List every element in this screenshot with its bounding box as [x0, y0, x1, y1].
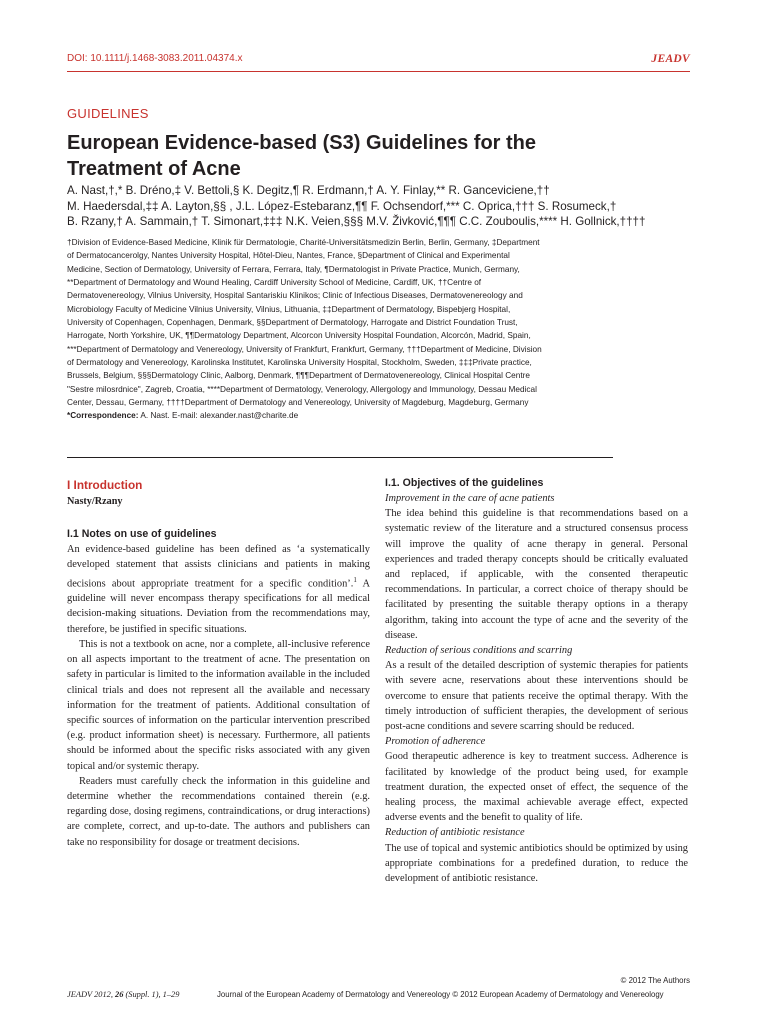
- affiliations: [67, 236, 692, 423]
- correspondence: [67, 409, 692, 422]
- affiliation-line: Center, Dessau, Germany, ††††Department of Dermatology and Venereology, University of Magdeburg, Magdeburg, Germany: [67, 398, 529, 408]
- affiliation-line: "Sestre milosrdnice", Zagreb, Croatia, ****Department of Dermatology, Venerology, Allergology and Immunology, Dessau Medical: [67, 384, 537, 394]
- objective-title: Reduction of serious conditions and scarring: [385, 645, 573, 657]
- author-list: [67, 183, 692, 230]
- affiliation-line: Dermatovenereology, Vilnius University, Hospital Santariskiu Klinikos; Clinic of Infectious Diseases, Dermatovenereology and: [67, 291, 523, 301]
- footer-pages: (Suppl. 1), 1–29: [123, 990, 180, 999]
- author-line: A. Nast,†,* B. Dréno,‡ V. Bettoli,§ K. Degitz,¶ R. Erdmann,† A. Y. Finlay,** R. Ganceviciene,††: [67, 184, 550, 197]
- affiliation-line: Medicine, Section of Dermatology, University of Ferrara, Ferrara, Italy, ¶Dermatologist in Private Practice, Munich, Germany,: [67, 264, 520, 274]
- footer-copyright: © 2012 The Authors: [620, 976, 690, 985]
- paragraph-text: An evidence-based guideline has been defined as ‘a systematically developed statement that assists clinicians and patients in making decisions about appropriate treatment for a specific condition’.: [67, 544, 370, 590]
- article-title: European Evidence-based (S3) Guidelines for the Treatment of Acne: [67, 132, 536, 180]
- running-header: [67, 53, 690, 69]
- footer-volume: 26: [115, 990, 124, 999]
- footer-citation: [67, 990, 179, 999]
- correspondence-text: A. Nast. E-mail: alexander.nast@charite.de: [138, 411, 299, 421]
- footer-journal-name: Journal of the European Academy of Dermatology and Venereology © 2012 European Academy of Dermatology and Venereology: [217, 990, 664, 999]
- affiliation-line: of Dermatology and Venereology, Karolinska Institutet, Karolinska University Hospital, Stockholm, Sweden, ‡‡‡Private practice,: [67, 358, 532, 368]
- author-line: B. Rzany,† A. Sammain,† T. Simonart,‡‡‡ N.K. Veien,§§§ M.V. Živković,¶¶¶ C.C. Zouboulis,**** H. Gollnick,††††: [67, 215, 646, 229]
- footer-year: 2012,: [91, 990, 115, 999]
- paragraph: The use of topical and systemic antibiotics should be optimized by using appropriate combinations for a predefined duration, to reduce the development of antibiotic resistance.: [385, 842, 688, 885]
- introduction-heading: I Introduction: [67, 478, 143, 492]
- affiliation-line: Harrogate, North Yorkshire, UK, ¶¶Dermatology Department, Alcorcon University Hospital Foundation, Alcorcón, Madrid, Spain,: [67, 331, 531, 341]
- footer-journal-abbr: JEADV: [67, 990, 92, 999]
- section-byline: Nasty/Rzany: [67, 496, 123, 507]
- affiliation-line: **Department of Dermatology and Wound Healing, Cardiff University School of Medicine, Cardiff, UK, ††Centre of: [67, 278, 482, 288]
- correspondence-label: *Correspondence:: [67, 411, 139, 421]
- journal-abbreviation: JEADV: [651, 53, 690, 65]
- paragraph: [67, 542, 370, 637]
- affiliation-line: †Division of Evidence-Based Medicine, Klinik für Dermatologie, Charité-Universitätsmedizin Berlin, Berlin, Germany, ‡Department: [67, 238, 540, 247]
- paragraph: As a result of the detailed description of systemic therapies for patients with severe acne, reservations about these interventions should be overcome to ensure that patients receive the optimal therapy. With the timely introduction of sufficient therapies, the development of serious post-acne conditions and severe scarring should be reduced.: [385, 660, 688, 733]
- author-line: M. Haedersdal,‡‡ A. Layton,§§ , J.L. López-Estebaranz,¶¶ F. Ochsendorf,*** C. Oprica,††† S. Rosumeck,†: [67, 199, 617, 213]
- section-divider: [67, 457, 613, 458]
- paragraph: Readers must carefully check the information in this guideline and determine whether the recommendations contained therein (e.g. regarding dose, dosing regimens, contraindications, or drug interactions) are complete, correct, and up-to-date. The authors and publishers can take no responsibility for dosage or treatment decisions.: [67, 775, 370, 848]
- paragraph: The idea behind this guideline is that recommendations based on a systematic review of the literature and a structured consensus process will improve the quality of acne therapy in general. Personal experiences and traded therapy concepts should be critically evaluated and replaced, if applicable, with the consented therapeutic recommendations. In particular, a correct choice of therapy should be facilitated by presenting the suitable therapy options in a therapy algorithm, taking into account the type of acne and the severity of the disease.: [385, 508, 688, 641]
- affiliation-line: Microbiology Faculty of Medicine Vilnius University, Vilnius, Lithuania, ‡‡Department of Dermatology, Bispebjerg Hospital,: [67, 304, 511, 314]
- section-label: GUIDELINES: [67, 106, 149, 121]
- left-column: [67, 472, 370, 850]
- objectives-heading: I.1. Objectives of the guidelines: [385, 477, 544, 489]
- right-column: [385, 472, 688, 886]
- notes-subheading: I.1 Notes on use of guidelines: [67, 528, 217, 541]
- paragraph: This is not a textbook on acne, nor a complete, all-inclusive reference on all aspects important to the treatment of acne. The presentation on safety in particular is limited to the information available in the included clinical trials and does not represent all the available and necessary information for the treatment of patients. Additional consultation of specific sources of information on the particular intervention prescribed (e.g. product information sheet) is necessary. Furthermore, all patients should be informed about the specific risks associated with any given topical and/or systemic therapy.: [67, 638, 370, 772]
- objective-title: Improvement in the care of acne patients: [385, 493, 555, 504]
- affiliation-line: of Dermatocancerolgy, Nantes University Hospital, Hôtel-Dieu, Nantes, France, §Department of Clinical and Experimental: [67, 251, 510, 261]
- paragraph: Good therapeutic adherence is key to treatment success. Adherence is facilitated by knowledge of the product being used, for example treatment duration, the expected onset of effect, the sequence of the healing process, the maximal achievable average effect, expected adverse events and the benefit to quality of life.: [385, 751, 688, 824]
- paragraph-text: A guideline will never encompass therapy specifications for all medical decision-making situations. Deviation from the recommendations may, therefore, be justified in specific situations.: [67, 578, 370, 635]
- affiliation-line: ***Department of Dermatology and Venereology, University of Frankfurt, Frankfurt, Germany, †††Department of Medicine, Division: [67, 344, 542, 354]
- reference-superscript[interactable]: 1: [353, 575, 357, 584]
- header-rule: [67, 71, 690, 72]
- affiliation-line: University of Copenhagen, Copenhagen, Denmark, §§Department of Dermatology, Harrogate and District Foundation Trust,: [67, 318, 518, 328]
- objective-title: Promotion of adherence: [385, 736, 486, 748]
- objective-title: Reduction of antibiotic resistance: [385, 827, 525, 839]
- affiliation-line: Brussels, Belgium, §§§Dermatology Clinic, Aalborg, Denmark, ¶¶¶Department of Dermatovenereology, Clinical Hospital Centre: [67, 371, 530, 381]
- doi-link[interactable]: DOI: 10.1111/j.1468-3083.2011.04374.x: [67, 53, 243, 64]
